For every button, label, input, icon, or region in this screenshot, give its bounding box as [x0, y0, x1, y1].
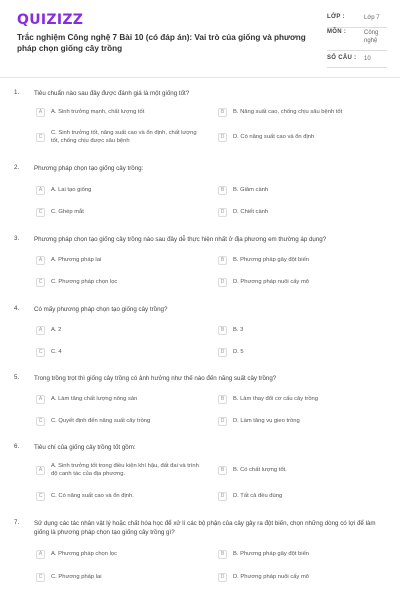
option-text: C. Ghép mắt — [51, 209, 84, 215]
option-letter-badge: C — [36, 417, 45, 426]
option-letter-badge: B — [218, 256, 227, 265]
option-a[interactable] — [36, 392, 206, 406]
option-letter-badge: A — [36, 466, 45, 475]
option-c[interactable] — [36, 570, 206, 584]
option-b[interactable] — [218, 105, 388, 119]
option-text: D. Có năng suất cao và ổn định — [233, 134, 315, 140]
option-letter-badge: B — [218, 326, 227, 335]
quizizz-logo: QUIZIZZ — [17, 12, 84, 28]
meta-row-count — [327, 55, 387, 68]
question-text: Có mấy phương pháp chọn tạo giống cây trồng? — [34, 306, 168, 313]
question-text: Trong trồng trọt thì giống cây trồng có ảnh hưởng như thế nào đến năng suất cây trồng? — [34, 375, 277, 382]
option-c[interactable] — [36, 127, 211, 147]
meta-value: 10 — [364, 56, 371, 62]
option-letter-badge: B — [218, 466, 227, 475]
question-number: 6. — [14, 443, 20, 450]
option-c[interactable] — [36, 345, 206, 359]
option-d[interactable] — [218, 414, 388, 428]
option-letter-badge: A — [36, 186, 45, 195]
option-text: B. Giâm cành — [233, 187, 269, 193]
option-letter-badge: C — [36, 348, 45, 357]
question-number: 1. — [14, 89, 20, 96]
option-text: D. Làm tăng vụ gieo trồng — [233, 418, 300, 424]
option-text: B. Phương pháp gây đột biến — [233, 551, 310, 557]
option-letter-badge: B — [218, 395, 227, 404]
option-letter-badge: A — [36, 256, 45, 265]
option-text: C. Có năng suất cao và ổn định. — [51, 493, 134, 499]
option-text: B. Phương pháp gây đột biến — [233, 257, 310, 263]
option-letter-badge: B — [218, 550, 227, 559]
option-d[interactable] — [218, 345, 388, 359]
option-text: C. 4 — [51, 349, 62, 355]
document-title: Trắc nghiệm Công nghệ 7 Bài 10 (có đáp án): Vai trò của giống và phương pháp chọn giống cây trồng — [17, 33, 306, 53]
option-letter-badge: C — [36, 492, 45, 501]
option-letter-badge: A — [36, 395, 45, 404]
option-d[interactable] — [218, 570, 388, 584]
option-a[interactable] — [36, 183, 206, 197]
option-b[interactable] — [218, 183, 388, 197]
option-text: A. Lai tạo giống — [51, 187, 92, 193]
option-letter-badge: A — [36, 326, 45, 335]
option-text: A. 2 — [51, 327, 62, 333]
meta-label: MÔN : — [327, 29, 347, 35]
option-b[interactable] — [218, 463, 388, 477]
question-number: 5. — [14, 374, 20, 381]
option-b[interactable] — [218, 253, 388, 267]
document-header — [0, 0, 400, 76]
option-text: C. Phương pháp chọn lọc — [51, 279, 118, 285]
option-letter-badge: D — [218, 492, 227, 501]
option-letter-badge: A — [36, 550, 45, 559]
option-text: B. 3 — [233, 327, 244, 333]
option-letter-badge: B — [218, 108, 227, 117]
meta-value: Lớp 7 — [364, 15, 380, 21]
option-text: C. Phương pháp lai — [51, 574, 102, 580]
option-text: D. 5 — [233, 349, 244, 355]
option-text: A. Sinh trưởng mạnh, chất lượng tốt — [51, 109, 145, 115]
meta-row-subject — [327, 29, 387, 51]
option-text: A. Làm tăng chất lượng nông sản — [51, 396, 138, 402]
option-c[interactable] — [36, 275, 206, 289]
question-text: Tiêu chí của giống cây trồng tốt gồm: — [34, 444, 136, 451]
meta-value: Công nghệ — [364, 30, 379, 44]
option-d[interactable] — [218, 489, 388, 503]
option-letter-badge: C — [36, 133, 45, 142]
option-text: C. Sinh trưởng tốt, năng suất cao và ổn định, chất lượng tốt, chống chịu được sâu bệnh — [51, 130, 197, 144]
option-b[interactable] — [218, 547, 388, 561]
option-d[interactable] — [218, 275, 388, 289]
option-letter-badge: C — [36, 208, 45, 217]
option-letter-badge: B — [218, 186, 227, 195]
option-a[interactable] — [36, 547, 206, 561]
option-letter-badge: C — [36, 573, 45, 582]
question-number: 4. — [14, 305, 20, 312]
option-c[interactable] — [36, 414, 206, 428]
option-d[interactable] — [218, 130, 388, 144]
option-text: D. Phương pháp nuôi cấy mô — [233, 279, 309, 285]
meta-label: SỐ CÂU : — [327, 55, 357, 61]
option-letter-badge: D — [218, 348, 227, 357]
option-text: B. Làm thay đổi cơ cấu cây trồng — [233, 396, 319, 402]
meta-row-class — [327, 14, 387, 28]
option-c[interactable] — [36, 205, 206, 219]
option-letter-badge: D — [218, 133, 227, 142]
option-text: C. Quyết định đến năng suất cây trồng — [51, 418, 151, 424]
question-text: Tiêu chuẩn nào sau đây được đánh giá là một giống tốt? — [34, 90, 190, 97]
option-letter-badge: D — [218, 208, 227, 217]
question-number: 3. — [14, 235, 20, 242]
option-a[interactable] — [36, 105, 206, 119]
meta-label: LỚP : — [327, 14, 345, 20]
option-letter-badge: A — [36, 108, 45, 117]
option-letter-badge: D — [218, 417, 227, 426]
question-text: Sử dụng các tác nhân vật lý hoặc chất hóa học để xử lí các bộ phận của cây gây ra đột biến, chọn những dòng có lợi để làm giống là phương pháp chọn tạo giống cây trồng gì? — [34, 520, 376, 536]
option-text: D. Phương pháp nuôi cấy mô — [233, 574, 309, 580]
question-text: Phương pháp chọn tạo giống cây trồng: — [34, 165, 144, 172]
option-d[interactable] — [218, 205, 388, 219]
option-text: B. Năng suất cao, chống chịu sâu bệnh tốt — [233, 109, 343, 115]
option-text: A. Phương pháp lai — [51, 257, 102, 263]
option-text: A. Phương pháp chọn lọc — [51, 551, 118, 557]
option-a[interactable] — [36, 253, 206, 267]
option-letter-badge: C — [36, 278, 45, 287]
header-divider — [0, 77, 400, 78]
option-b[interactable] — [218, 392, 388, 406]
question-number: 2. — [14, 164, 20, 171]
option-letter-badge: D — [218, 278, 227, 287]
option-text: A. Sinh trưởng tốt trong điều kiện khí hậu, đất đai và trình độ canh tác của địa phương. — [51, 463, 199, 477]
option-letter-badge: D — [218, 573, 227, 582]
question-text: Phương pháp chọn tạo giống cây trồng nào sau đây dễ thực hiện nhất ở địa phương em thường áp dụng? — [34, 236, 327, 243]
option-a[interactable] — [36, 460, 211, 480]
option-a[interactable] — [36, 323, 206, 337]
question-number: 7. — [14, 519, 20, 526]
option-b[interactable] — [218, 323, 388, 337]
option-text: D. Chiết cành — [233, 209, 269, 215]
option-c[interactable] — [36, 489, 206, 503]
option-text: B. Có chất lượng tốt. — [233, 467, 287, 473]
option-text: D. Tất cả đều đúng — [233, 493, 283, 499]
